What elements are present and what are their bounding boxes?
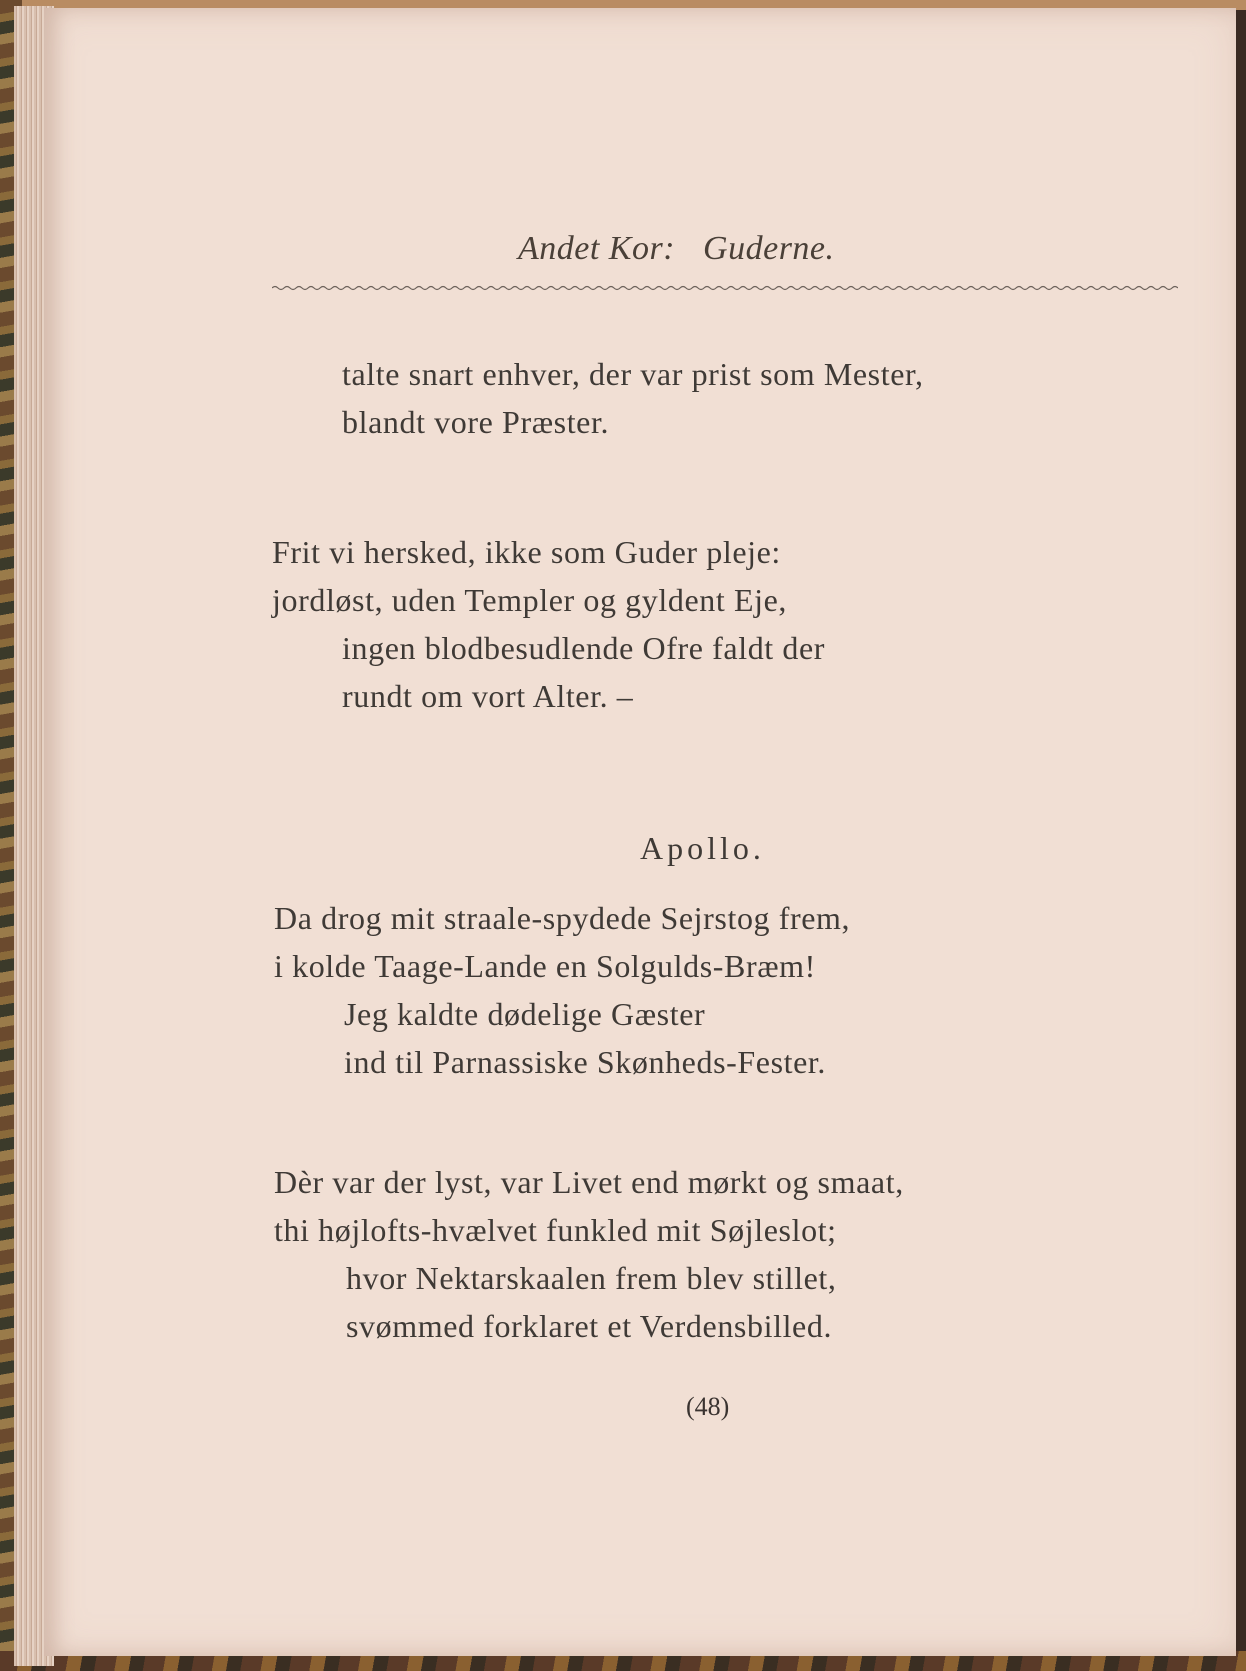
verse-line: blandt vore Præster. [342, 404, 610, 440]
wavy-rule [272, 284, 1178, 292]
verse-line: ingen blodbesudlende Ofre faldt der [342, 630, 826, 666]
verse-line: jordløst, uden Templer og gyldent Eje, [272, 582, 787, 618]
verse-line: ind til Parnassiske Skønheds-Fester. [344, 1044, 827, 1080]
running-head-left: Andet Kor: [518, 230, 676, 267]
verse-line: Frit vi hersked, ikke som Guder pleje: [272, 534, 781, 570]
verse-line: talte snart enhver, der var prist som Mester, [342, 356, 924, 392]
verse-line: thi højlofts-hvælvet funkled mit Søjleslot; [274, 1212, 837, 1248]
section-title: Apollo. [640, 830, 765, 866]
verse-line: i kolde Taage-Lande en Solgulds-Bræm! [274, 948, 816, 984]
verse-line: rundt om vort Alter. – [342, 678, 634, 714]
verse-line: svømmed forklaret et Verdensbilled. [346, 1308, 833, 1344]
running-head [518, 230, 835, 268]
verse-line: Da drog mit straale-spydede Sejrstog frem, [274, 900, 851, 936]
book-page [44, 8, 1236, 1656]
verse-line: hvor Nektarskaalen frem blev stillet, [346, 1260, 837, 1296]
verse-line: Dèr var der lyst, var Livet end mørkt og smaat, [274, 1164, 904, 1200]
running-head-right: Guderne. [703, 230, 835, 267]
verse-line: Jeg kaldte dødelige Gæster [344, 996, 706, 1032]
page-number: (48) [686, 1392, 730, 1421]
